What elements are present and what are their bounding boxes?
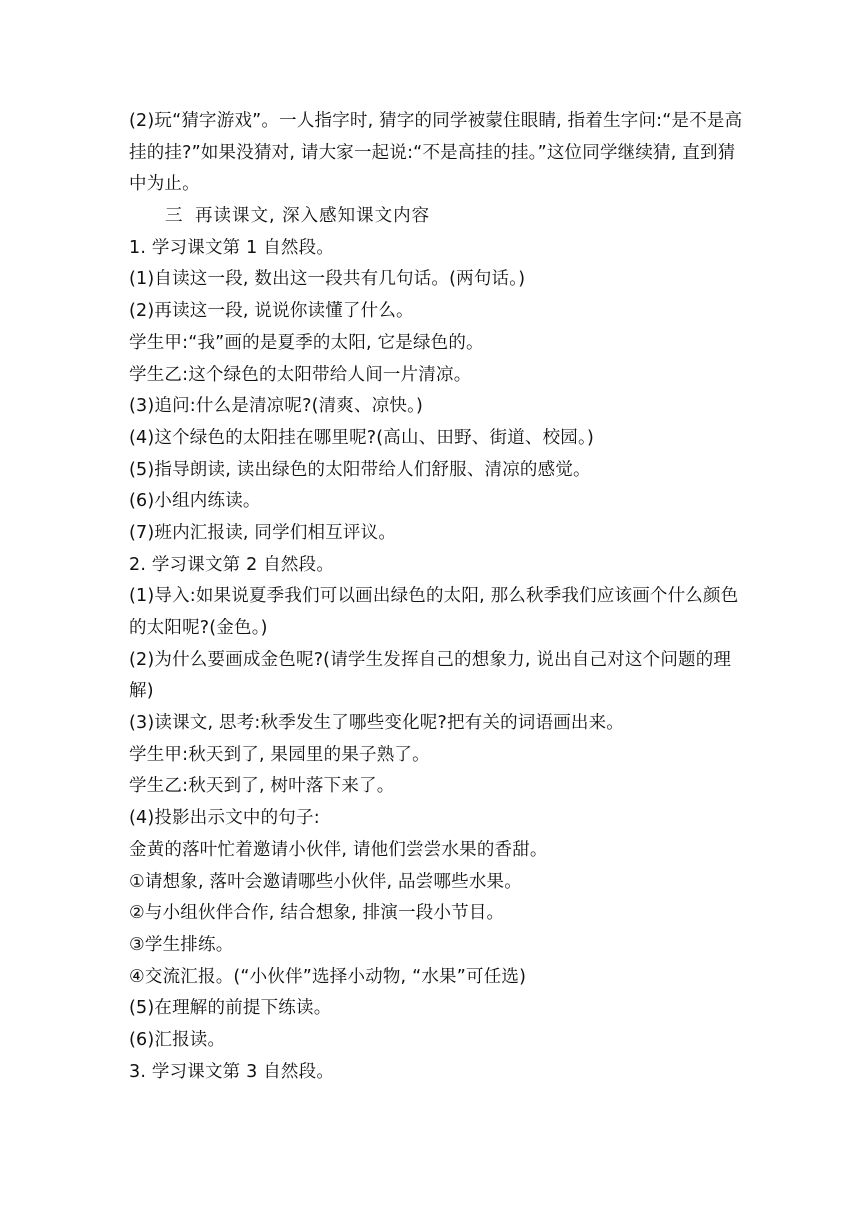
text-line: (1)导入:如果说夏季我们可以画出绿色的太阳, 那么秋季我们应该画个什么颜色 [129,586,739,607]
text-line: (4)投影出示文中的句子: [129,808,320,829]
text-line: (7)班内汇报读, 同学们相互评议。 [129,522,397,543]
text-line: (4)这个绿色的太阳挂在哪里呢?(高山、田野、街道、校园。) [129,427,594,448]
text-line: (3)读课文, 思考:秋季发生了哪些变化呢?把有关的词语画出来。 [129,713,624,734]
text-line: 中为止。 [129,174,200,195]
text-line: (5)指导朗读, 读出绿色的太阳带给人们舒服、清凉的感觉。 [129,459,591,480]
text-line: 学生甲:秋天到了, 果园里的果子熟了。 [129,744,430,765]
text-line: 学生甲:“我”画的是夏季的太阳, 它是绿色的。 [129,332,484,353]
text-line: (1)自读这一段, 数出这一段共有几句话。(两句话。) [129,269,526,290]
text-line: 学生乙:秋天到了, 树叶落下来了。 [129,776,395,797]
section-title: 再读课文, 深入感知课文内容 [195,206,431,227]
text-line: ②与小组伙伴合作, 结合想象, 排演一段小节目。 [129,903,505,924]
text-line: ③学生排练。 [129,934,234,955]
text-line: (6)汇报读。 [129,1029,226,1050]
text-line: 学生乙:这个绿色的太阳带给人间一片清凉。 [129,364,472,385]
subsection-heading: 1. 学习课文第 1 自然段。 [129,237,335,258]
text-line: (6)小组内练读。 [129,491,261,512]
text-line: ④交流汇报。(“小伙伴”选择小动物, “水果”可任选) [129,966,527,987]
text-line: (2)玩“猜字游戏”。一人指字时, 猜字的同学被蒙住眼睛, 指着生字问:“是不是高 [129,111,743,131]
text-line: 的太阳呢?(金色。) [129,618,268,638]
text-line: 金黄的落叶忙着邀请小伙伴, 请他们尝尝水果的香甜。 [129,839,548,860]
section-number: 三 [165,206,184,227]
text-line: (3)追问:什么是清凉呢?(清爽、凉快。) [129,396,424,417]
text-line: (2)为什么要画成金色呢?(请学生发挥自己的想象力, 说出自己对这个问题的理 [129,649,732,670]
text-line: ①请想象, 落叶会邀请哪些小伙伴, 品尝哪些水果。 [129,871,522,892]
text-line: (2)再读这一段, 说说你读懂了什么。 [129,301,414,322]
text-line: (5)在理解的前提下练读。 [129,998,332,1019]
subsection-heading: 3. 学习课文第 3 自然段。 [129,1061,335,1082]
section-heading [129,201,729,233]
text-line: 解) [129,681,154,702]
document-body [129,106,743,1088]
subsection-heading: 2. 学习课文第 2 自然段。 [129,554,335,575]
text-line: 挂的挂?”如果没猜对, 请大家一起说:“不是高挂的挂。”这位同学继续猜, 直到猜 [129,142,736,163]
